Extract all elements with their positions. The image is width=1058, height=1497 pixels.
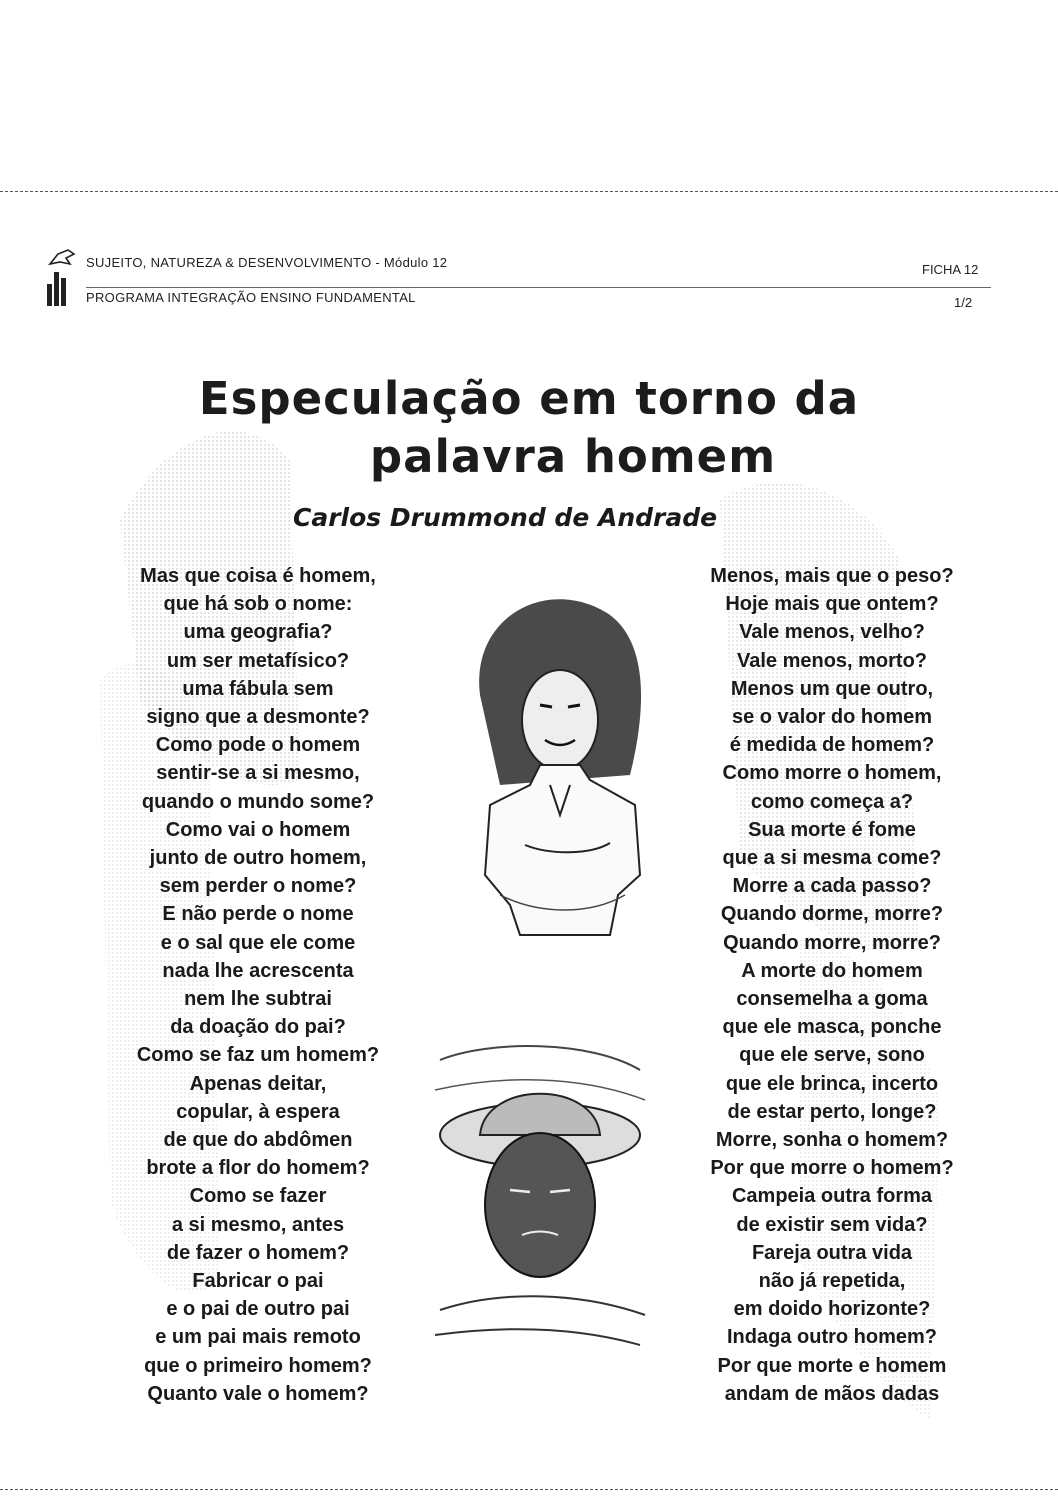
course-line: SUJEITO, NATUREZA & DESENVOLVIMENTO - Módulo 12	[86, 255, 448, 270]
poem-left-column	[108, 562, 408, 1408]
poem-line: Como vai o homem	[165, 818, 351, 841]
poem-line: Por que morre o homem?	[710, 1157, 954, 1180]
scan-edge-rule-top	[0, 191, 1058, 192]
poem-right-column	[682, 562, 982, 1408]
poem-line: nem lhe subtrai	[184, 988, 332, 1011]
poem-line: Como pode o homem	[155, 734, 361, 757]
poem-line: e um pai mais remoto	[155, 1326, 361, 1349]
poem-line: Como se fazer	[189, 1185, 327, 1208]
poem-line: Morre, sonha o homem?	[715, 1129, 949, 1152]
poem-line: brote a flor do homem?	[146, 1157, 370, 1180]
poem-line: quando o mundo some?	[141, 790, 375, 813]
poem-line: como começa a?	[750, 790, 914, 813]
poem-line: Mas que coisa é homem,	[140, 565, 376, 587]
poem-line: que ele masca, ponche	[722, 1016, 942, 1039]
poem-line: que ele brinca, incerto	[725, 1072, 939, 1095]
poem-line: e o sal que ele come	[160, 931, 356, 954]
poem-line: não já repetida,	[758, 1270, 906, 1293]
poem-line: que há sob o nome:	[163, 593, 353, 616]
poem-line: que o primeiro homem?	[144, 1354, 372, 1377]
poem-line: em doido horizonte?	[733, 1298, 931, 1321]
poem-line: uma fábula sem	[182, 677, 334, 700]
poem-author: Carlos Drummond de Andrade	[293, 503, 718, 532]
poem-line: junto de outro homem,	[149, 847, 367, 870]
poem-line: é medida de homem?	[729, 734, 935, 757]
poem-line: uma geografia?	[183, 621, 333, 644]
poem-line: A morte do homem	[741, 959, 923, 982]
poem-line: que ele serve, sono	[739, 1044, 925, 1067]
poem-line: nada lhe acrescenta	[162, 959, 354, 982]
man-with-hat-illustration	[430, 1030, 650, 1370]
poem-line: copular, à espera	[176, 1100, 340, 1123]
poem-line: Por que morte e homem	[717, 1354, 947, 1377]
poem-line: signo que a desmonte?	[146, 706, 370, 729]
poem-line: Quando dorme, morre?	[720, 903, 944, 926]
poem-line: consemelha a goma	[736, 988, 928, 1011]
poem-line: Morre a cada passo?	[732, 875, 932, 898]
poem-title-line1: Especulação em torno da	[198, 372, 860, 425]
poem-line: andam de mãos dadas	[724, 1382, 940, 1405]
poem-line: Fareja outra vida	[751, 1241, 913, 1264]
poem-line: Vale menos, velho?	[739, 621, 925, 644]
poem-line: sem perder o nome?	[159, 875, 357, 898]
page-label: 1/2	[954, 295, 973, 310]
poem-line: de estar perto, longe?	[727, 1100, 937, 1123]
poem-line: que a si mesma come?	[722, 847, 942, 870]
man-figure-illustration	[440, 575, 670, 955]
poem-line: se o valor do homem	[731, 706, 933, 729]
program-logo-icon	[44, 244, 78, 310]
scan-edge-rule-bottom	[0, 1489, 1058, 1490]
poem-line: e o pai de outro pai	[166, 1298, 350, 1321]
poem-line: Fabricar o pai	[192, 1270, 324, 1293]
poem-line: Como morre o homem,	[722, 762, 942, 785]
poem-line: de existir sem vida?	[736, 1213, 928, 1236]
poem-line: a si mesmo, antes	[171, 1213, 345, 1236]
poem-line: Campeia outra forma	[731, 1185, 933, 1208]
sheet-label: FICHA 12	[922, 262, 979, 277]
poem-line: Indaga outro homem?	[727, 1326, 937, 1349]
poem-line: Quando morre, morre?	[723, 931, 941, 954]
poem-line: da doação do pai?	[170, 1016, 346, 1039]
poem-line: de que do abdômen	[163, 1129, 353, 1152]
poem-line: Sua morte é fome	[748, 818, 916, 841]
poem-title-line2: palavra homem	[369, 430, 777, 483]
poem-line: Menos, mais que o peso?	[710, 565, 954, 587]
poem-line: um ser metafísico?	[166, 649, 350, 672]
poem-line: Vale menos, morto?	[736, 649, 928, 672]
header-rule-bottom	[86, 287, 991, 288]
poem-line: Hoje mais que ontem?	[725, 593, 939, 616]
program-line: PROGRAMA INTEGRAÇÃO ENSINO FUNDAMENTAL	[86, 290, 416, 305]
poem-line: E não perde o nome	[162, 903, 354, 926]
poem-line: sentir-se a si mesmo,	[156, 762, 360, 785]
poem-line: Quanto vale o homem?	[147, 1382, 369, 1405]
poem-line: Como se faz um homem?	[136, 1044, 380, 1067]
poem-line: de fazer o homem?	[166, 1241, 350, 1264]
poem-line: Menos um que outro,	[730, 677, 934, 700]
poem-line: Apenas deitar,	[189, 1072, 327, 1095]
